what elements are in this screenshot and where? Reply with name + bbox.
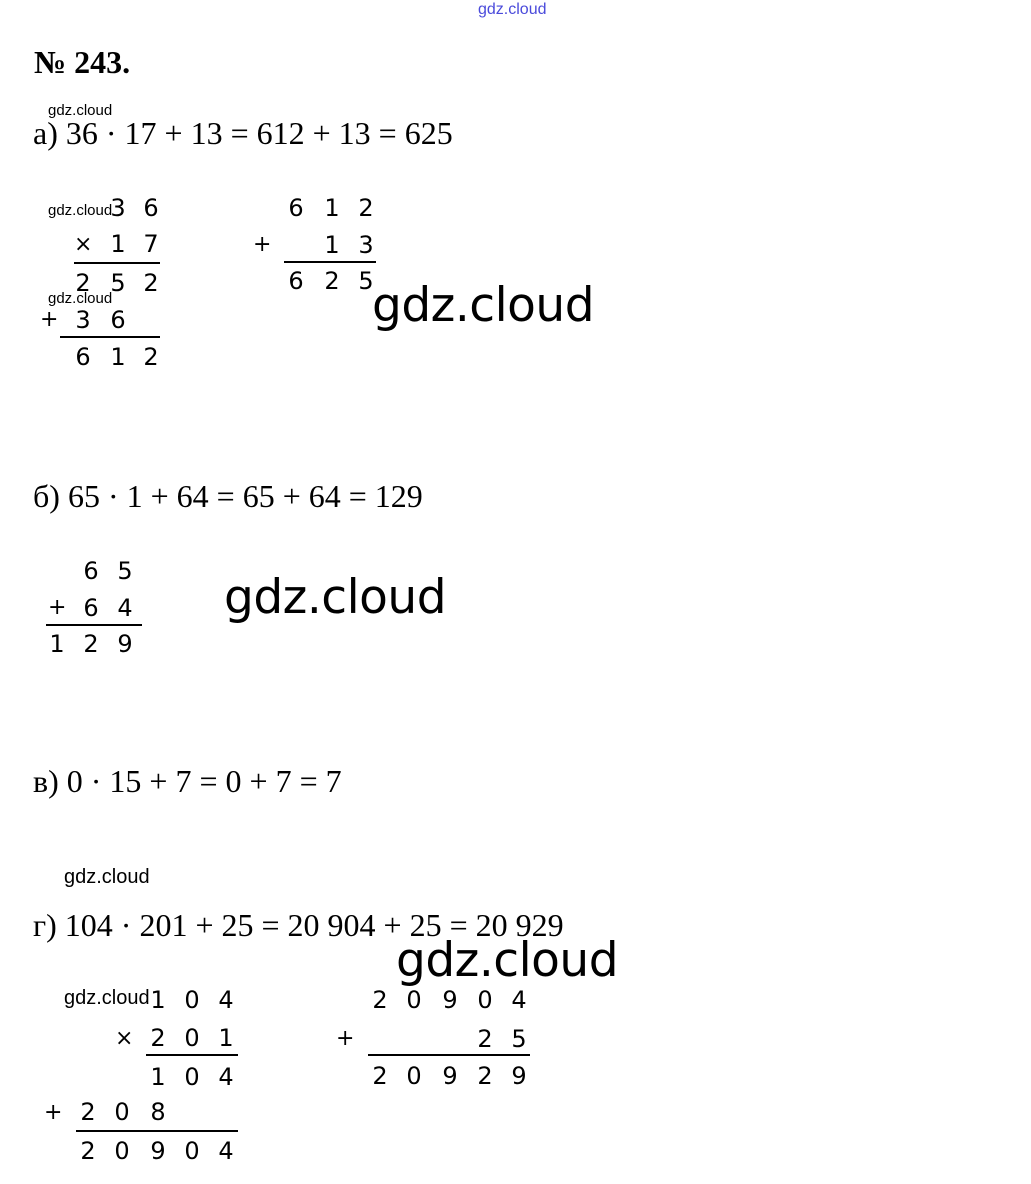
digit: 6 <box>110 306 126 334</box>
digit: 2 <box>372 1062 388 1090</box>
plus-sign: + <box>40 307 59 332</box>
rule-line <box>146 1054 238 1056</box>
digit: 0 <box>477 986 493 1014</box>
digit: 1 <box>150 986 166 1014</box>
digit: 6 <box>143 194 159 222</box>
digit: 9 <box>511 1062 527 1090</box>
watermark-large: gdz.cloud <box>224 570 447 625</box>
digit: 4 <box>218 986 234 1014</box>
watermark-large: gdz.cloud <box>372 278 595 333</box>
digit: 1 <box>324 231 340 259</box>
rule-line <box>76 1130 238 1132</box>
digit: 0 <box>184 986 200 1014</box>
digit: 1 <box>110 230 126 258</box>
digit: 2 <box>150 1024 166 1052</box>
digit: 0 <box>406 1062 422 1090</box>
digit: 2 <box>477 1062 493 1090</box>
digit: 6 <box>288 194 304 222</box>
digit: 4 <box>117 594 133 622</box>
rule-line <box>46 624 142 626</box>
equation-c: в) 0 · 15 + 7 = 0 + 7 = 7 <box>33 763 342 799</box>
digit: 2 <box>324 267 340 295</box>
digit: 6 <box>288 267 304 295</box>
digit: 2 <box>83 630 99 658</box>
digit: 2 <box>75 269 91 297</box>
digit: 0 <box>114 1137 130 1165</box>
digit: 3 <box>75 306 91 334</box>
digit: 6 <box>75 343 91 371</box>
equation-b: б) 65 · 1 + 64 = 65 + 64 = 129 <box>33 478 423 514</box>
digit: 8 <box>150 1098 166 1126</box>
digit: 5 <box>110 269 126 297</box>
plus-sign: + <box>48 595 67 620</box>
digit: 0 <box>114 1098 130 1126</box>
digit: 3 <box>358 231 374 259</box>
digit: 6 <box>83 594 99 622</box>
watermark-small: gdz.cloud <box>48 102 113 119</box>
digit: 9 <box>442 986 458 1014</box>
digit: 4 <box>218 1137 234 1165</box>
digit: 6 <box>83 557 99 585</box>
digit: 9 <box>150 1137 166 1165</box>
digit: 2 <box>80 1098 96 1126</box>
rule-line <box>74 262 160 264</box>
rule-line <box>60 336 160 338</box>
digit: 1 <box>150 1063 166 1091</box>
digit: 3 <box>110 194 126 222</box>
top-watermark: gdz.cloud <box>478 1 547 18</box>
digit: 5 <box>117 557 133 585</box>
digit: 2 <box>143 269 159 297</box>
digit: 2 <box>477 1025 493 1053</box>
watermark-small: gdz.cloud <box>48 290 113 307</box>
watermark-small: gdz.cloud <box>48 202 113 219</box>
multiply-sign: × <box>115 1026 134 1051</box>
digit: 0 <box>406 986 422 1014</box>
digit: 0 <box>184 1137 200 1165</box>
digit: 9 <box>442 1062 458 1090</box>
multiply-sign: × <box>74 232 93 257</box>
equation-a: а) 36 · 17 + 13 = 612 + 13 = 625 <box>33 115 453 151</box>
watermark-large: gdz.cloud <box>396 933 619 988</box>
digit: 9 <box>117 630 133 658</box>
rule-line <box>368 1054 530 1056</box>
digit: 2 <box>143 343 159 371</box>
digit: 5 <box>511 1025 527 1053</box>
digit: 1 <box>218 1024 234 1052</box>
digit: 2 <box>80 1137 96 1165</box>
plus-sign: + <box>44 1100 63 1125</box>
digit: 4 <box>511 986 527 1014</box>
digit: 7 <box>143 230 159 258</box>
watermark-small: gdz.cloud <box>64 987 150 1009</box>
rule-line <box>284 261 376 263</box>
problem-title: № 243. <box>34 44 131 80</box>
digit: 5 <box>358 267 374 295</box>
digit: 0 <box>184 1024 200 1052</box>
plus-sign: + <box>336 1026 355 1051</box>
watermark-small: gdz.cloud <box>64 866 150 888</box>
digit: 0 <box>184 1063 200 1091</box>
digit: 1 <box>110 343 126 371</box>
digit: 4 <box>218 1063 234 1091</box>
equation-d: г) 104 · 201 + 25 = 20 904 + 25 = 20 929 <box>33 907 564 943</box>
digit: 2 <box>372 986 388 1014</box>
digit: 2 <box>358 194 374 222</box>
digit: 1 <box>324 194 340 222</box>
plus-sign: + <box>253 232 272 257</box>
digit: 1 <box>49 630 65 658</box>
